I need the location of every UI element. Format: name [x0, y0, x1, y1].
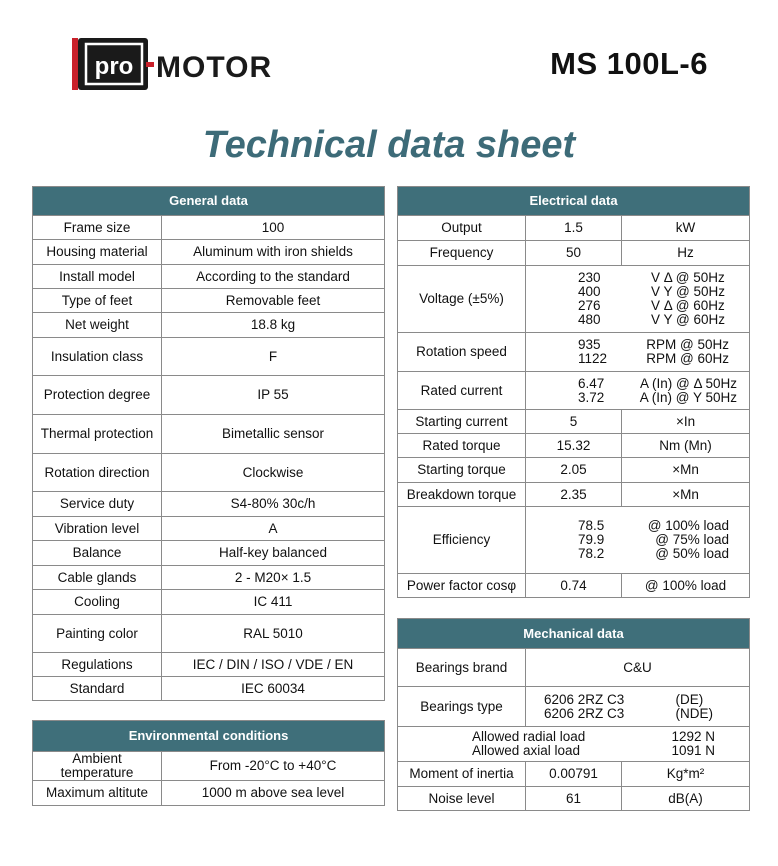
table-row	[33, 338, 385, 376]
table-row	[398, 266, 750, 333]
general-row-label: Painting color	[33, 615, 162, 653]
table-row	[398, 762, 750, 787]
inertia-value: 0.00791	[526, 762, 622, 787]
bearing-position: (DE)	[675, 691, 704, 707]
general-row-value: Removable feet	[162, 289, 385, 313]
frequency-value: 50	[526, 241, 622, 266]
breakdown-torque-unit: ×Mn	[622, 483, 750, 507]
general-row-label: Install model	[33, 265, 162, 289]
table-row	[33, 517, 385, 541]
rated-current-label: Rated current	[398, 372, 526, 410]
table-row	[33, 313, 385, 338]
table-row	[398, 574, 750, 598]
power-factor-unit: @ 100% load	[622, 574, 750, 598]
inertia-label: Moment of inertia	[398, 762, 526, 787]
general-row-label: Standard	[33, 677, 162, 701]
table-row	[398, 483, 750, 507]
environmental-row-label: Maximum altitute	[33, 781, 162, 806]
frequency-label: Frequency	[398, 241, 526, 266]
table-row	[33, 615, 385, 653]
load-value: 1292 N	[671, 729, 716, 744]
table-row	[33, 454, 385, 492]
general-row-value: IC 411	[162, 590, 385, 615]
general-row-label: Cooling	[33, 590, 162, 615]
inertia-unit: Kg*m²	[622, 762, 750, 787]
bearings-type-values	[526, 687, 750, 727]
rotation-speed-label: Rotation speed	[398, 333, 526, 372]
general-row-value: F	[162, 338, 385, 376]
output-label: Output	[398, 216, 526, 241]
load-label: Allowed axial load	[472, 743, 581, 758]
voltage-unit: V Δ @ 60Hz	[651, 298, 725, 313]
table-row	[33, 752, 385, 781]
mechanical-data-table	[397, 618, 750, 811]
efficiency-values	[526, 507, 750, 574]
efficiency-value: 78.5	[578, 518, 605, 533]
bearings-brand-label: Bearings brand	[398, 649, 526, 687]
environmental-row-label: Ambient temperature	[33, 752, 162, 781]
voltage-unit: V Y @ 60Hz	[651, 312, 726, 327]
general-row-label: Housing material	[33, 240, 162, 265]
rated-current-values	[526, 372, 750, 410]
table-row	[398, 410, 750, 434]
voltage-value: 230	[578, 270, 601, 285]
general-row-label: Regulations	[33, 653, 162, 677]
starting-torque-label: Starting torque	[398, 458, 526, 483]
general-row-value: IP 55	[162, 376, 385, 415]
table-row	[33, 541, 385, 566]
voltage-values	[526, 266, 750, 333]
general-data-heading: General data	[33, 187, 385, 216]
general-row-value: 2 - M20× 1.5	[162, 566, 385, 590]
general-row-label: Vibration level	[33, 517, 162, 541]
bearing-position: (NDE)	[675, 705, 714, 721]
table-row	[33, 590, 385, 615]
general-row-value: IEC 60034	[162, 677, 385, 701]
table-row	[398, 458, 750, 483]
general-row-value: Clockwise	[162, 454, 385, 492]
table-row	[33, 781, 385, 806]
table-row	[398, 216, 750, 241]
speed-unit: RPM @ 50Hz	[646, 337, 730, 352]
speed-value: 1122	[578, 351, 608, 366]
table-row	[398, 727, 750, 762]
table-row	[33, 677, 385, 701]
current-value: 6.47	[578, 375, 605, 391]
allowed-loads	[398, 727, 750, 762]
current-unit: A (In) @ Δ 50Hz	[640, 375, 738, 391]
rated-torque-label: Rated torque	[398, 434, 526, 458]
efficiency-unit: @ 50% load	[655, 546, 730, 561]
bearings-type-label: Bearings type	[398, 687, 526, 727]
pro-motor-logo	[72, 38, 312, 90]
starting-torque-unit: ×Mn	[622, 458, 750, 483]
rotation-speed-values	[526, 333, 750, 372]
general-row-value: Aluminum with iron shields	[162, 240, 385, 265]
general-row-value: According to the standard	[162, 265, 385, 289]
model-number: MS 100L-6	[550, 46, 708, 81]
speed-unit: RPM @ 60Hz	[646, 351, 730, 366]
environmental-row-value: From -20°C to +40°C	[162, 752, 385, 781]
efficiency-value: 79.9	[578, 532, 605, 547]
general-row-label: Thermal protection	[33, 415, 162, 454]
frequency-unit: Hz	[622, 241, 750, 266]
general-row-label: Type of feet	[33, 289, 162, 313]
general-row-value: S4-80% 30c/h	[162, 492, 385, 517]
general-row-value: RAL 5010	[162, 615, 385, 653]
environmental-conditions-table	[32, 720, 385, 806]
general-row-value: Bimetallic sensor	[162, 415, 385, 454]
voltage-label: Voltage (±5%)	[398, 266, 526, 333]
electrical-data-heading: Electrical data	[398, 187, 750, 216]
output-unit: kW	[622, 216, 750, 241]
speed-value: 935	[578, 337, 601, 352]
general-row-label: Net weight	[33, 313, 162, 338]
general-row-label: Cable glands	[33, 566, 162, 590]
power-factor-value: 0.74	[526, 574, 622, 598]
logo-pro-text: pro	[94, 53, 134, 80]
logo-motor-text: MOTOR	[156, 51, 273, 84]
mechanical-data-heading: Mechanical data	[398, 619, 750, 649]
table-row	[398, 434, 750, 458]
table-row	[398, 507, 750, 574]
table-row	[33, 289, 385, 313]
environmental-heading: Environmental conditions	[33, 721, 385, 752]
bearings-brand-value: C&U	[526, 649, 750, 687]
rated-torque-unit: Nm (Mn)	[622, 434, 750, 458]
table-row	[33, 216, 385, 240]
general-row-label: Insulation class	[33, 338, 162, 376]
general-row-value: 100	[162, 216, 385, 240]
page-title: Technical data sheet	[202, 124, 576, 166]
noise-unit: dB(A)	[622, 787, 750, 811]
general-row-label: Frame size	[33, 216, 162, 240]
table-row	[398, 649, 750, 687]
voltage-value: 276	[578, 298, 601, 313]
table-row	[398, 372, 750, 410]
general-row-label: Balance	[33, 541, 162, 566]
general-row-value: 18.8 kg	[162, 313, 385, 338]
starting-torque-value: 2.05	[526, 458, 622, 483]
noise-label: Noise level	[398, 787, 526, 811]
efficiency-label: Efficiency	[398, 507, 526, 574]
general-row-label: Service duty	[33, 492, 162, 517]
table-row	[398, 787, 750, 811]
table-row	[33, 415, 385, 454]
starting-current-value: 5	[526, 410, 622, 434]
table-row	[33, 653, 385, 677]
table-row	[33, 492, 385, 517]
output-value: 1.5	[526, 216, 622, 241]
starting-current-label: Starting current	[398, 410, 526, 434]
voltage-unit: V Y @ 50Hz	[651, 284, 726, 299]
power-factor-label: Power factor cosφ	[398, 574, 526, 598]
electrical-data-table	[397, 186, 750, 598]
load-label: Allowed radial load	[472, 729, 586, 744]
table-row	[33, 265, 385, 289]
starting-current-unit: ×In	[622, 410, 750, 434]
general-row-value: IEC / DIN / ISO / VDE / EN	[162, 653, 385, 677]
table-row	[33, 240, 385, 265]
current-unit: A (In) @ Y 50Hz	[639, 389, 738, 405]
general-row-label: Protection degree	[33, 376, 162, 415]
load-value: 1091 N	[671, 743, 716, 758]
voltage-unit: V Δ @ 50Hz	[651, 270, 725, 285]
bearing-type-value: 6206 2RZ C3	[544, 691, 625, 707]
voltage-value: 480	[578, 312, 601, 327]
table-row	[398, 333, 750, 372]
breakdown-torque-value: 2.35	[526, 483, 622, 507]
general-row-value: Half-key balanced	[162, 541, 385, 566]
efficiency-unit: @ 75% load	[655, 532, 730, 547]
bearing-type-value: 6206 2RZ C3	[544, 705, 625, 721]
rated-torque-value: 15.32	[526, 434, 622, 458]
general-data-table	[32, 186, 385, 701]
general-row-value: A	[162, 517, 385, 541]
table-row	[398, 241, 750, 266]
table-row	[33, 376, 385, 415]
environmental-row-value: 1000 m above sea level	[162, 781, 385, 806]
efficiency-unit: @ 100% load	[647, 518, 730, 533]
table-row	[398, 687, 750, 727]
efficiency-value: 78.2	[578, 546, 605, 561]
general-row-label: Rotation direction	[33, 454, 162, 492]
noise-value: 61	[526, 787, 622, 811]
voltage-value: 400	[578, 284, 601, 299]
current-value: 3.72	[578, 389, 605, 405]
table-row	[33, 566, 385, 590]
breakdown-torque-label: Breakdown torque	[398, 483, 526, 507]
